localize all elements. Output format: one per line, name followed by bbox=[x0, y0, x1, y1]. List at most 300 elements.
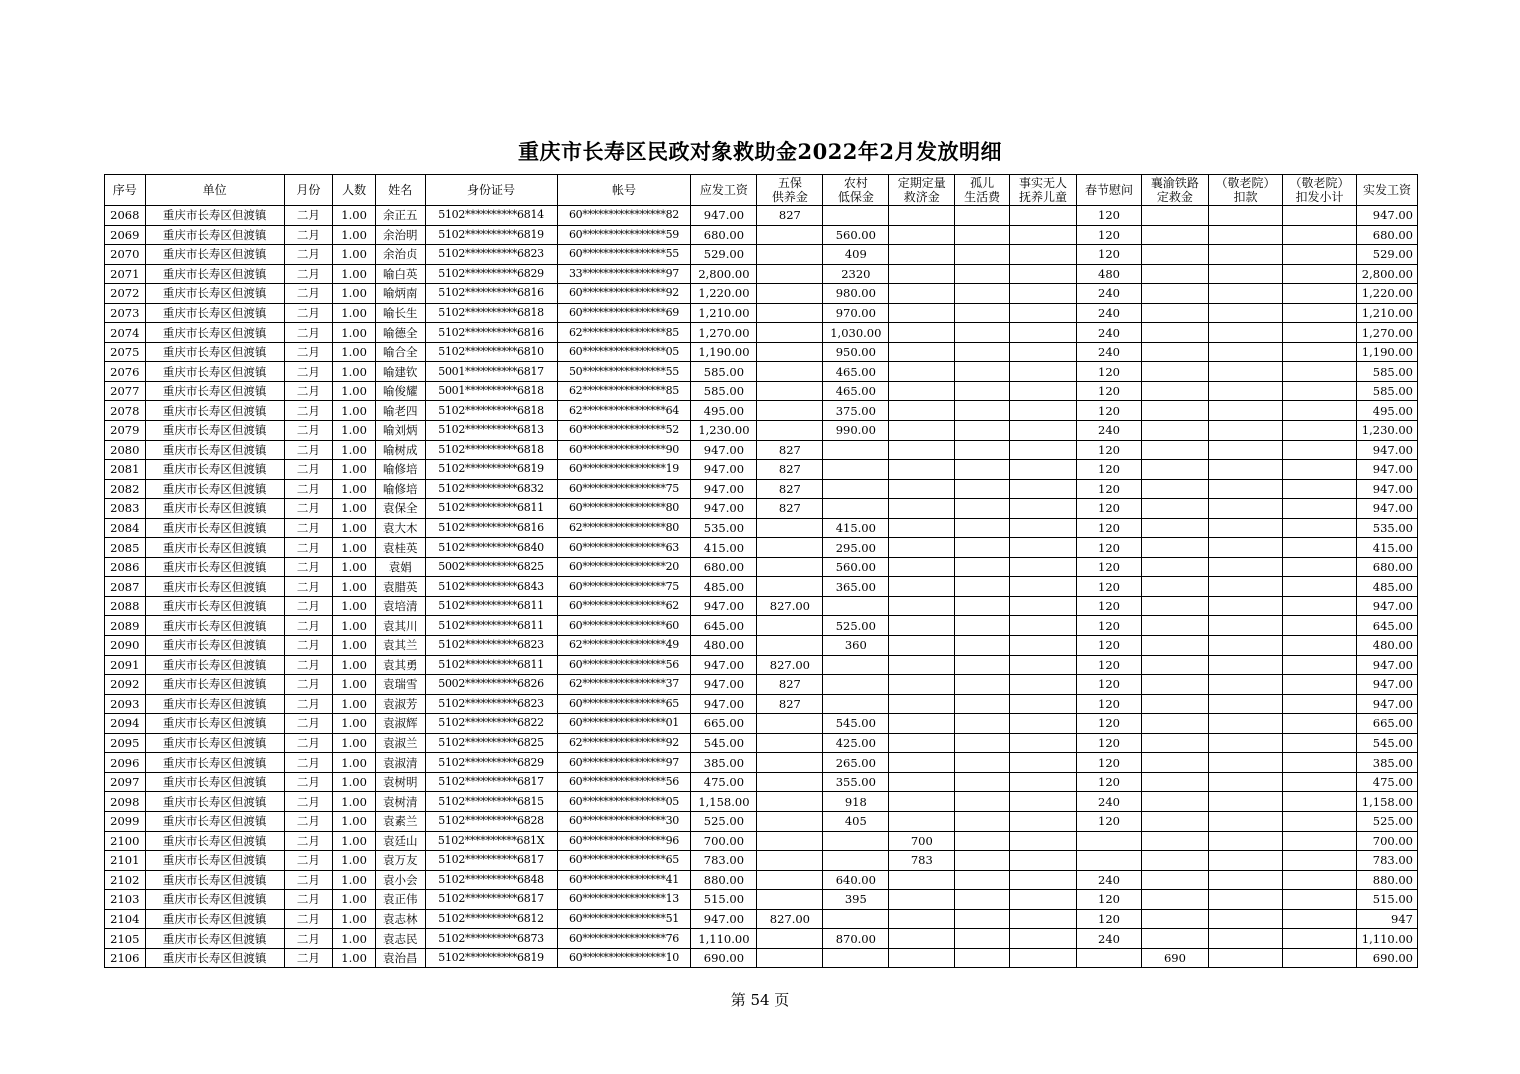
cell-payable: 665.00 bbox=[691, 714, 757, 734]
cell-payable: 585.00 bbox=[691, 362, 757, 382]
cell-railway-relief bbox=[1141, 303, 1208, 323]
cell-unit: 重庆市长寿区但渡镇 bbox=[145, 284, 284, 304]
cell-unsupported-child bbox=[1010, 284, 1077, 304]
cell-unit: 重庆市长寿区但渡镇 bbox=[145, 870, 284, 890]
cell-fixed-relief bbox=[889, 303, 955, 323]
cell-payable: 880.00 bbox=[691, 870, 757, 890]
cell-name: 喻白英 bbox=[375, 264, 425, 284]
cell-rural-dibao: 970.00 bbox=[823, 303, 889, 323]
cell-railway-relief bbox=[1141, 538, 1208, 558]
column-header: 孤儿 生活费 bbox=[955, 175, 1010, 206]
cell-payable: 1,230.00 bbox=[691, 421, 757, 441]
cell-actual-pay: 525.00 bbox=[1357, 811, 1418, 831]
cell-account: 33****************97 bbox=[557, 264, 691, 284]
cell-payable: 680.00 bbox=[691, 225, 757, 245]
cell-nursing-deduction bbox=[1208, 499, 1282, 519]
cell-wubao bbox=[757, 557, 823, 577]
cell-nursing-subtotal bbox=[1282, 401, 1356, 421]
cell-wubao bbox=[757, 733, 823, 753]
cell-nursing-subtotal bbox=[1282, 499, 1356, 519]
cell-name: 喻俊耀 bbox=[375, 381, 425, 401]
cell-spring-festival: 120 bbox=[1077, 557, 1142, 577]
page-title: 重庆市长寿区民政对象救助金2022年2月发放明细 bbox=[517, 139, 1003, 164]
cell-nursing-deduction bbox=[1208, 518, 1282, 538]
cell-nursing-subtotal bbox=[1282, 948, 1356, 968]
cell-month: 二月 bbox=[284, 596, 333, 616]
table-header-row bbox=[105, 175, 1418, 206]
cell-account: 60****************92 bbox=[557, 284, 691, 304]
cell-orphan bbox=[955, 714, 1010, 734]
cell-account: 60****************62 bbox=[557, 596, 691, 616]
cell-payable: 1,110.00 bbox=[691, 929, 757, 949]
cell-name: 袁其勇 bbox=[375, 655, 425, 675]
cell-fixed-relief bbox=[889, 714, 955, 734]
cell-nursing-deduction bbox=[1208, 245, 1282, 265]
cell-unsupported-child bbox=[1010, 342, 1077, 362]
cell-unsupported-child bbox=[1010, 616, 1077, 636]
cell-railway-relief bbox=[1141, 479, 1208, 499]
cell-month: 二月 bbox=[284, 460, 333, 480]
cell-account: 62****************85 bbox=[557, 323, 691, 343]
cell-wubao: 827 bbox=[757, 479, 823, 499]
cell-rural-dibao: 405 bbox=[823, 811, 889, 831]
cell-fixed-relief bbox=[889, 206, 955, 226]
cell-wubao bbox=[757, 616, 823, 636]
cell-nursing-deduction bbox=[1208, 948, 1282, 968]
cell-nursing-subtotal bbox=[1282, 890, 1356, 910]
cell-serial: 2072 bbox=[105, 284, 146, 304]
cell-serial: 2074 bbox=[105, 323, 146, 343]
cell-payable: 947.00 bbox=[691, 479, 757, 499]
cell-unit: 重庆市长寿区但渡镇 bbox=[145, 616, 284, 636]
table-row bbox=[105, 636, 1418, 656]
cell-count: 1.00 bbox=[333, 675, 376, 695]
cell-unit: 重庆市长寿区但渡镇 bbox=[145, 929, 284, 949]
cell-wubao: 827 bbox=[757, 499, 823, 519]
cell-count: 1.00 bbox=[333, 772, 376, 792]
table-row bbox=[105, 342, 1418, 362]
cell-unit: 重庆市长寿区但渡镇 bbox=[145, 890, 284, 910]
table-row bbox=[105, 811, 1418, 831]
cell-payable: 2,800.00 bbox=[691, 264, 757, 284]
cell-serial: 2071 bbox=[105, 264, 146, 284]
cell-name: 袁腊英 bbox=[375, 577, 425, 597]
cell-actual-pay: 1,210.00 bbox=[1357, 303, 1418, 323]
cell-count: 1.00 bbox=[333, 479, 376, 499]
cell-name: 袁桂英 bbox=[375, 538, 425, 558]
cell-nursing-subtotal bbox=[1282, 362, 1356, 382]
cell-orphan bbox=[955, 557, 1010, 577]
cell-nursing-deduction bbox=[1208, 596, 1282, 616]
cell-spring-festival bbox=[1077, 851, 1142, 871]
cell-spring-festival: 240 bbox=[1077, 284, 1142, 304]
cell-railway-relief bbox=[1141, 245, 1208, 265]
cell-nursing-subtotal bbox=[1282, 655, 1356, 675]
cell-unit: 重庆市长寿区但渡镇 bbox=[145, 831, 284, 851]
cell-count: 1.00 bbox=[333, 460, 376, 480]
cell-rural-dibao: 560.00 bbox=[823, 557, 889, 577]
cell-actual-pay: 783.00 bbox=[1357, 851, 1418, 871]
cell-railway-relief bbox=[1141, 264, 1208, 284]
cell-rural-dibao: 409 bbox=[823, 245, 889, 265]
cell-rural-dibao: 465.00 bbox=[823, 362, 889, 382]
cell-account: 60****************59 bbox=[557, 225, 691, 245]
column-header: 襄渝铁路 定救金 bbox=[1141, 175, 1208, 206]
cell-orphan bbox=[955, 636, 1010, 656]
cell-rural-dibao bbox=[823, 851, 889, 871]
cell-rural-dibao: 395 bbox=[823, 890, 889, 910]
cell-rural-dibao: 525.00 bbox=[823, 616, 889, 636]
cell-railway-relief: 690 bbox=[1141, 948, 1208, 968]
cell-unsupported-child bbox=[1010, 890, 1077, 910]
cell-orphan bbox=[955, 342, 1010, 362]
cell-actual-pay: 947.00 bbox=[1357, 479, 1418, 499]
column-header: （敬老院） 扣发小计 bbox=[1282, 175, 1356, 206]
cell-id-number: 5102**********6815 bbox=[425, 792, 557, 812]
relief-payment-table bbox=[104, 174, 1418, 968]
cell-account: 60****************82 bbox=[557, 206, 691, 226]
cell-actual-pay: 947 bbox=[1357, 909, 1418, 929]
cell-name: 袁治昌 bbox=[375, 948, 425, 968]
cell-count: 1.00 bbox=[333, 206, 376, 226]
cell-actual-pay: 475.00 bbox=[1357, 772, 1418, 792]
cell-name: 喻长生 bbox=[375, 303, 425, 323]
cell-nursing-subtotal bbox=[1282, 792, 1356, 812]
cell-nursing-subtotal bbox=[1282, 772, 1356, 792]
cell-unit: 重庆市长寿区但渡镇 bbox=[145, 518, 284, 538]
table-row bbox=[105, 225, 1418, 245]
cell-fixed-relief bbox=[889, 890, 955, 910]
cell-account: 62****************37 bbox=[557, 675, 691, 695]
cell-railway-relief bbox=[1141, 616, 1208, 636]
cell-spring-festival: 240 bbox=[1077, 342, 1142, 362]
cell-wubao: 827 bbox=[757, 440, 823, 460]
table-row bbox=[105, 303, 1418, 323]
cell-orphan bbox=[955, 264, 1010, 284]
cell-wubao: 827.00 bbox=[757, 655, 823, 675]
cell-orphan bbox=[955, 831, 1010, 851]
cell-unsupported-child bbox=[1010, 577, 1077, 597]
cell-month: 二月 bbox=[284, 264, 333, 284]
cell-actual-pay: 1,230.00 bbox=[1357, 421, 1418, 441]
cell-name: 袁保全 bbox=[375, 499, 425, 519]
cell-month: 二月 bbox=[284, 362, 333, 382]
cell-count: 1.00 bbox=[333, 714, 376, 734]
cell-actual-pay: 690.00 bbox=[1357, 948, 1418, 968]
cell-nursing-subtotal bbox=[1282, 870, 1356, 890]
cell-nursing-subtotal bbox=[1282, 206, 1356, 226]
cell-fixed-relief bbox=[889, 616, 955, 636]
cell-nursing-subtotal bbox=[1282, 421, 1356, 441]
cell-rural-dibao: 355.00 bbox=[823, 772, 889, 792]
cell-nursing-deduction bbox=[1208, 714, 1282, 734]
cell-wubao bbox=[757, 831, 823, 851]
cell-railway-relief bbox=[1141, 733, 1208, 753]
cell-nursing-deduction bbox=[1208, 909, 1282, 929]
cell-count: 1.00 bbox=[333, 870, 376, 890]
cell-serial: 2075 bbox=[105, 342, 146, 362]
cell-nursing-subtotal bbox=[1282, 264, 1356, 284]
cell-railway-relief bbox=[1141, 421, 1208, 441]
cell-fixed-relief bbox=[889, 870, 955, 890]
cell-wubao bbox=[757, 421, 823, 441]
cell-actual-pay: 385.00 bbox=[1357, 753, 1418, 773]
cell-nursing-subtotal bbox=[1282, 460, 1356, 480]
cell-nursing-deduction bbox=[1208, 792, 1282, 812]
cell-orphan bbox=[955, 870, 1010, 890]
cell-spring-festival: 120 bbox=[1077, 362, 1142, 382]
cell-count: 1.00 bbox=[333, 518, 376, 538]
cell-unsupported-child bbox=[1010, 811, 1077, 831]
cell-nursing-deduction bbox=[1208, 694, 1282, 714]
cell-railway-relief bbox=[1141, 792, 1208, 812]
column-header: 身份证号 bbox=[425, 175, 557, 206]
cell-payable: 947.00 bbox=[691, 694, 757, 714]
cell-railway-relief bbox=[1141, 342, 1208, 362]
cell-spring-festival: 120 bbox=[1077, 811, 1142, 831]
cell-unsupported-child bbox=[1010, 792, 1077, 812]
cell-account: 60****************05 bbox=[557, 342, 691, 362]
cell-name: 余治明 bbox=[375, 225, 425, 245]
cell-count: 1.00 bbox=[333, 811, 376, 831]
cell-wubao: 827.00 bbox=[757, 909, 823, 929]
cell-month: 二月 bbox=[284, 792, 333, 812]
cell-payable: 1,190.00 bbox=[691, 342, 757, 362]
cell-id-number: 5102**********6816 bbox=[425, 518, 557, 538]
cell-id-number: 5102**********6873 bbox=[425, 929, 557, 949]
cell-railway-relief bbox=[1141, 694, 1208, 714]
cell-id-number: 5102**********6813 bbox=[425, 421, 557, 441]
cell-month: 二月 bbox=[284, 225, 333, 245]
cell-id-number: 5002**********6826 bbox=[425, 675, 557, 695]
column-header: 帐号 bbox=[557, 175, 691, 206]
table-row bbox=[105, 479, 1418, 499]
cell-actual-pay: 1,220.00 bbox=[1357, 284, 1418, 304]
column-header: 序号 bbox=[105, 175, 146, 206]
table-row bbox=[105, 499, 1418, 519]
cell-account: 60****************96 bbox=[557, 831, 691, 851]
cell-account: 60****************69 bbox=[557, 303, 691, 323]
cell-wubao bbox=[757, 245, 823, 265]
cell-id-number: 5102**********6818 bbox=[425, 440, 557, 460]
table-row bbox=[105, 557, 1418, 577]
cell-wubao: 827 bbox=[757, 206, 823, 226]
cell-serial: 2100 bbox=[105, 831, 146, 851]
cell-id-number: 5102**********6814 bbox=[425, 206, 557, 226]
cell-rural-dibao: 425.00 bbox=[823, 733, 889, 753]
cell-rural-dibao bbox=[823, 655, 889, 675]
table-row bbox=[105, 577, 1418, 597]
cell-unsupported-child bbox=[1010, 557, 1077, 577]
cell-unit: 重庆市长寿区但渡镇 bbox=[145, 636, 284, 656]
cell-payable: 480.00 bbox=[691, 636, 757, 656]
cell-payable: 947.00 bbox=[691, 206, 757, 226]
cell-nursing-deduction bbox=[1208, 851, 1282, 871]
cell-actual-pay: 947.00 bbox=[1357, 655, 1418, 675]
cell-unsupported-child bbox=[1010, 753, 1077, 773]
cell-wubao bbox=[757, 303, 823, 323]
cell-railway-relief bbox=[1141, 772, 1208, 792]
cell-nursing-deduction bbox=[1208, 557, 1282, 577]
cell-nursing-subtotal bbox=[1282, 811, 1356, 831]
cell-unsupported-child bbox=[1010, 264, 1077, 284]
cell-account: 62****************92 bbox=[557, 733, 691, 753]
cell-id-number: 5102**********6825 bbox=[425, 733, 557, 753]
cell-unit: 重庆市长寿区但渡镇 bbox=[145, 714, 284, 734]
cell-unsupported-child bbox=[1010, 479, 1077, 499]
cell-name: 喻老四 bbox=[375, 401, 425, 421]
cell-name: 喻修培 bbox=[375, 479, 425, 499]
cell-count: 1.00 bbox=[333, 401, 376, 421]
cell-account: 62****************85 bbox=[557, 381, 691, 401]
cell-nursing-deduction bbox=[1208, 303, 1282, 323]
cell-id-number: 5102**********6810 bbox=[425, 342, 557, 362]
cell-railway-relief bbox=[1141, 929, 1208, 949]
cell-unit: 重庆市长寿区但渡镇 bbox=[145, 499, 284, 519]
cell-account: 60****************51 bbox=[557, 909, 691, 929]
cell-name: 袁其川 bbox=[375, 616, 425, 636]
cell-wubao: 827 bbox=[757, 694, 823, 714]
cell-rural-dibao: 375.00 bbox=[823, 401, 889, 421]
cell-wubao bbox=[757, 636, 823, 656]
table-row bbox=[105, 851, 1418, 871]
cell-railway-relief bbox=[1141, 206, 1208, 226]
cell-actual-pay: 700.00 bbox=[1357, 831, 1418, 851]
cell-fixed-relief bbox=[889, 948, 955, 968]
cell-count: 1.00 bbox=[333, 753, 376, 773]
cell-serial: 2085 bbox=[105, 538, 146, 558]
cell-fixed-relief bbox=[889, 909, 955, 929]
cell-account: 60****************56 bbox=[557, 655, 691, 675]
cell-month: 二月 bbox=[284, 616, 333, 636]
cell-id-number: 5102**********6817 bbox=[425, 890, 557, 910]
cell-month: 二月 bbox=[284, 929, 333, 949]
cell-wubao bbox=[757, 342, 823, 362]
cell-railway-relief bbox=[1141, 518, 1208, 538]
cell-unit: 重庆市长寿区但渡镇 bbox=[145, 479, 284, 499]
cell-id-number: 5102**********6819 bbox=[425, 948, 557, 968]
cell-fixed-relief bbox=[889, 264, 955, 284]
cell-orphan bbox=[955, 479, 1010, 499]
cell-account: 60****************63 bbox=[557, 538, 691, 558]
cell-account: 60****************56 bbox=[557, 772, 691, 792]
cell-account: 60****************75 bbox=[557, 577, 691, 597]
cell-count: 1.00 bbox=[333, 909, 376, 929]
cell-id-number: 5102**********6817 bbox=[425, 851, 557, 871]
cell-nursing-subtotal bbox=[1282, 714, 1356, 734]
cell-name: 袁小会 bbox=[375, 870, 425, 890]
cell-payable: 495.00 bbox=[691, 401, 757, 421]
cell-orphan bbox=[955, 753, 1010, 773]
cell-count: 1.00 bbox=[333, 733, 376, 753]
cell-unit: 重庆市长寿区但渡镇 bbox=[145, 381, 284, 401]
cell-rural-dibao: 918 bbox=[823, 792, 889, 812]
cell-month: 二月 bbox=[284, 577, 333, 597]
cell-month: 二月 bbox=[284, 636, 333, 656]
column-header: 实发工资 bbox=[1357, 175, 1418, 206]
cell-actual-pay: 480.00 bbox=[1357, 636, 1418, 656]
cell-nursing-deduction bbox=[1208, 753, 1282, 773]
cell-rural-dibao: 295.00 bbox=[823, 538, 889, 558]
cell-serial: 2090 bbox=[105, 636, 146, 656]
cell-nursing-subtotal bbox=[1282, 675, 1356, 695]
cell-name: 袁树明 bbox=[375, 772, 425, 792]
cell-unsupported-child bbox=[1010, 206, 1077, 226]
cell-serial: 2078 bbox=[105, 401, 146, 421]
cell-name: 余正五 bbox=[375, 206, 425, 226]
cell-payable: 485.00 bbox=[691, 577, 757, 597]
cell-unsupported-child bbox=[1010, 401, 1077, 421]
cell-railway-relief bbox=[1141, 811, 1208, 831]
cell-name: 袁淑芳 bbox=[375, 694, 425, 714]
cell-rural-dibao bbox=[823, 499, 889, 519]
cell-spring-festival: 120 bbox=[1077, 460, 1142, 480]
cell-railway-relief bbox=[1141, 401, 1208, 421]
cell-unit: 重庆市长寿区但渡镇 bbox=[145, 792, 284, 812]
cell-unit: 重庆市长寿区但渡镇 bbox=[145, 909, 284, 929]
cell-nursing-deduction bbox=[1208, 479, 1282, 499]
cell-count: 1.00 bbox=[333, 792, 376, 812]
cell-name: 袁素兰 bbox=[375, 811, 425, 831]
cell-railway-relief bbox=[1141, 323, 1208, 343]
cell-wubao bbox=[757, 538, 823, 558]
cell-spring-festival: 120 bbox=[1077, 381, 1142, 401]
cell-serial: 2091 bbox=[105, 655, 146, 675]
cell-payable: 525.00 bbox=[691, 811, 757, 831]
cell-serial: 2077 bbox=[105, 381, 146, 401]
table-row bbox=[105, 694, 1418, 714]
cell-rural-dibao bbox=[823, 479, 889, 499]
cell-serial: 2094 bbox=[105, 714, 146, 734]
cell-month: 二月 bbox=[284, 557, 333, 577]
table-row bbox=[105, 753, 1418, 773]
cell-orphan bbox=[955, 245, 1010, 265]
cell-id-number: 5102**********6816 bbox=[425, 323, 557, 343]
cell-railway-relief bbox=[1141, 870, 1208, 890]
cell-orphan bbox=[955, 929, 1010, 949]
cell-spring-festival: 120 bbox=[1077, 909, 1142, 929]
cell-fixed-relief bbox=[889, 518, 955, 538]
column-header: 事实无人 抚养儿童 bbox=[1010, 175, 1077, 206]
cell-payable: 515.00 bbox=[691, 890, 757, 910]
cell-railway-relief bbox=[1141, 753, 1208, 773]
cell-nursing-subtotal bbox=[1282, 577, 1356, 597]
cell-orphan bbox=[955, 948, 1010, 968]
cell-account: 60****************65 bbox=[557, 694, 691, 714]
cell-serial: 2092 bbox=[105, 675, 146, 695]
cell-serial: 2068 bbox=[105, 206, 146, 226]
cell-account: 60****************05 bbox=[557, 792, 691, 812]
cell-orphan bbox=[955, 401, 1010, 421]
cell-id-number: 5102**********6818 bbox=[425, 401, 557, 421]
cell-month: 二月 bbox=[284, 518, 333, 538]
cell-count: 1.00 bbox=[333, 362, 376, 382]
cell-fixed-relief bbox=[889, 772, 955, 792]
cell-spring-festival: 240 bbox=[1077, 303, 1142, 323]
cell-id-number: 5102**********6811 bbox=[425, 596, 557, 616]
cell-payable: 947.00 bbox=[691, 440, 757, 460]
cell-railway-relief bbox=[1141, 440, 1208, 460]
cell-unsupported-child bbox=[1010, 851, 1077, 871]
cell-orphan bbox=[955, 772, 1010, 792]
cell-unit: 重庆市长寿区但渡镇 bbox=[145, 753, 284, 773]
table-row bbox=[105, 772, 1418, 792]
cell-payable: 947.00 bbox=[691, 655, 757, 675]
cell-fixed-relief bbox=[889, 479, 955, 499]
cell-unit: 重庆市长寿区但渡镇 bbox=[145, 577, 284, 597]
cell-count: 1.00 bbox=[333, 538, 376, 558]
cell-serial: 2095 bbox=[105, 733, 146, 753]
